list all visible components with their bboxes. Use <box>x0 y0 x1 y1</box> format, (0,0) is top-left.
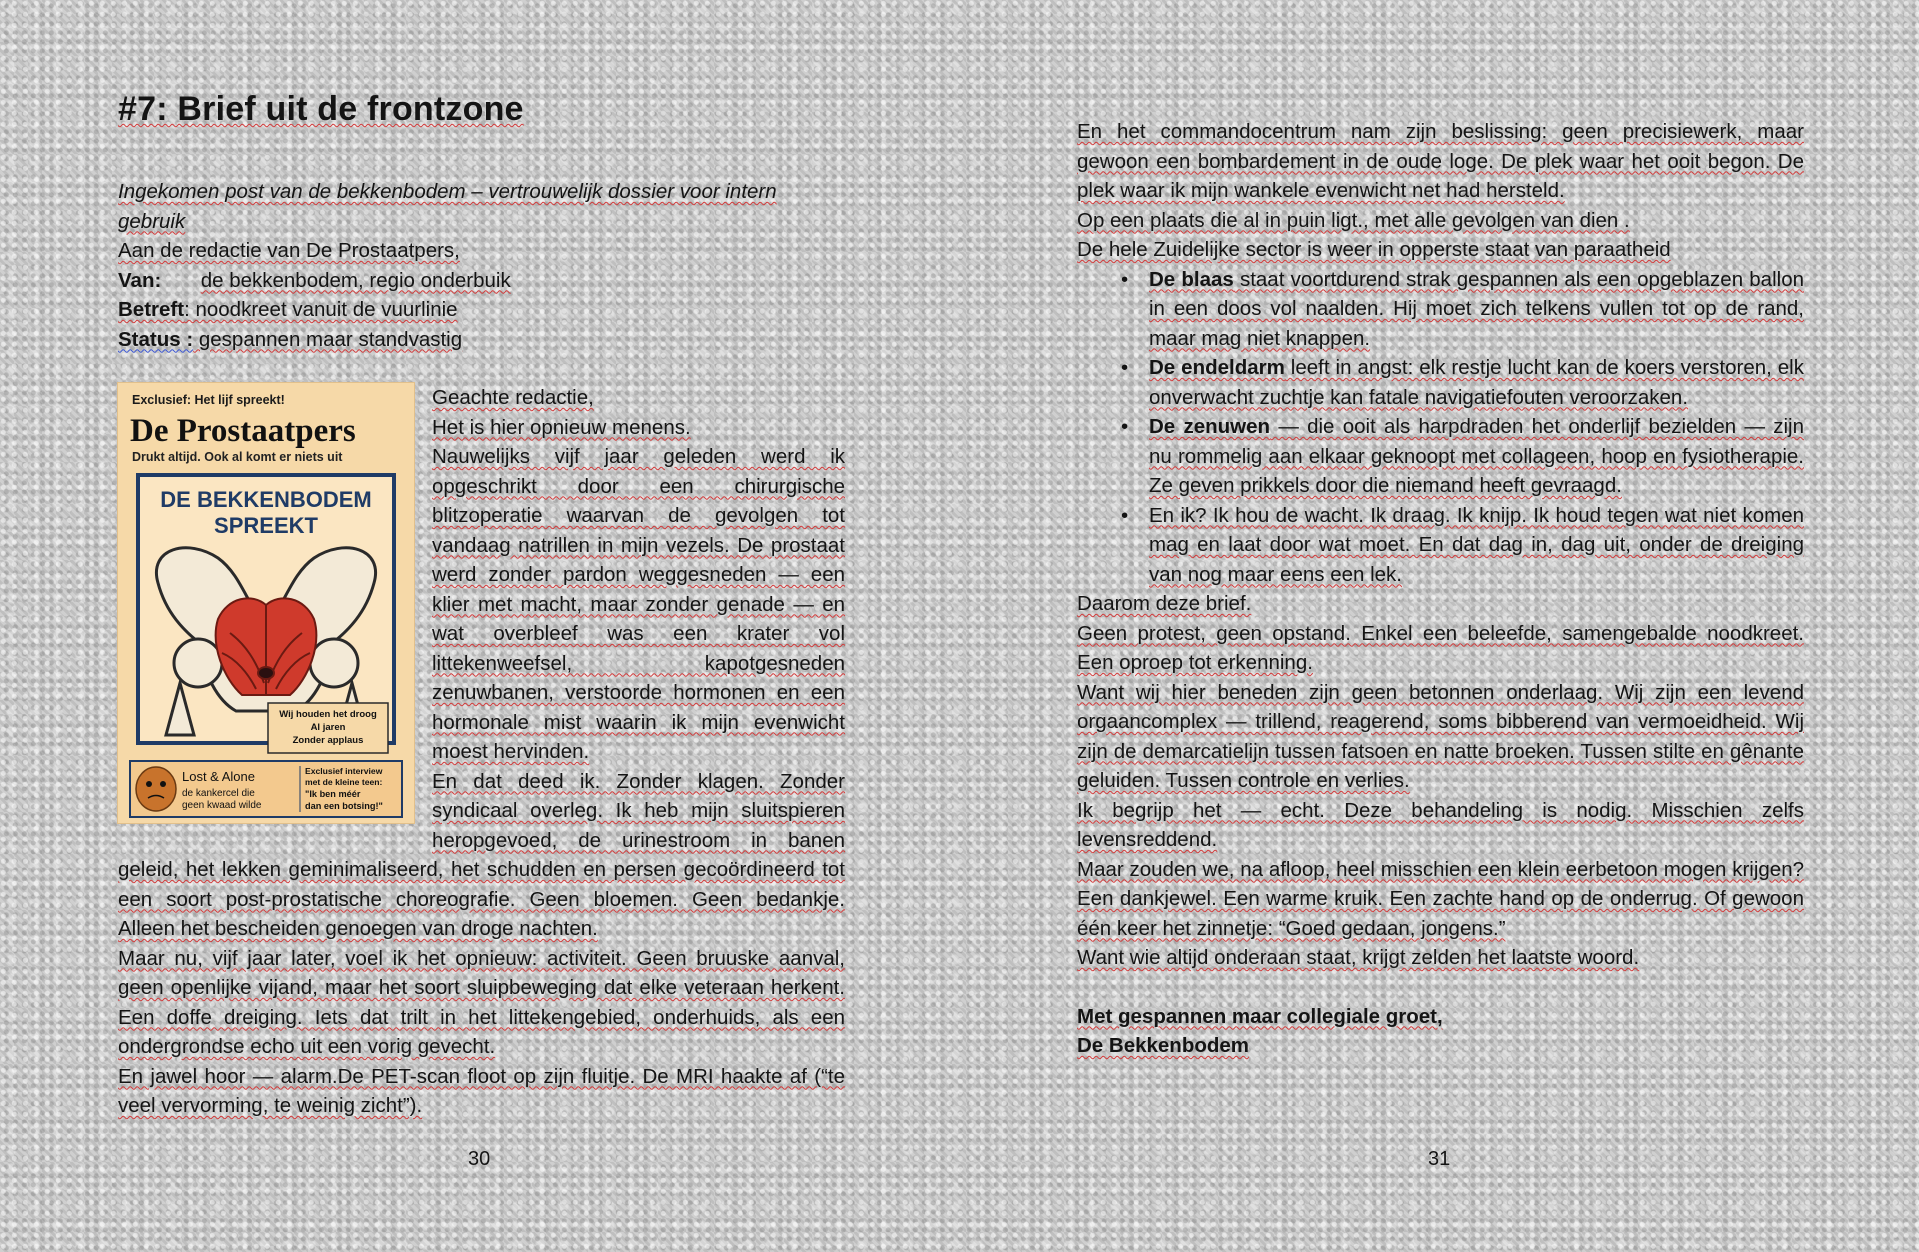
subject-line <box>118 295 848 325</box>
from-value: de bekkenbodem, regio onderbuik <box>200 268 511 292</box>
letter-continuation <box>1077 117 1804 1061</box>
magazine-cover-image <box>118 383 414 823</box>
letter-body <box>118 383 845 1121</box>
page-title: #7: Brief uit de frontzone <box>118 90 524 128</box>
footer-sub-1: de kankercel die <box>182 788 255 799</box>
footer-sub-2: geen kwaad wilde <box>182 800 262 811</box>
page-number: 30 <box>468 1148 491 1170</box>
muscle-icon <box>216 598 317 695</box>
addressee-line: Aan de redactie van De Prostaatpers, <box>118 239 460 262</box>
interview-1: Exclusief interview <box>305 766 383 776</box>
interview-4: dan een botsing!" <box>305 801 383 811</box>
cover-masthead: De Prostaatpers <box>130 413 356 449</box>
from-line <box>118 266 848 296</box>
paragraph: Want wie altijd onderaan staat, krijgt zelden het laatste woord. <box>1077 946 1640 969</box>
paragraph: Ik begrijp het — echt. Deze behandeling is nodig. Misschien zelfs levensreddend. <box>1077 798 1804 851</box>
letter-header <box>118 177 848 354</box>
paragraph: De hele Zuidelijke sector is weer in opperste staat van paraatheid <box>1077 238 1671 261</box>
page-number: 31 <box>1428 1148 1451 1170</box>
paragraph: Nauwelijks vijf jaar geleden werd ik opgeschrikt door een chirurgische blitzoperatie waarvan de gevolgen tot vandaag natrillen in mijn vezels. De prostaat werd zonder pardon weggesneden — een klier met macht, maar zonder genade — en wat overbleef was een krater vol littekenweefsel, kapotgesneden zenuwbanen, verstoorde hormonen en een hormonale mist waarin ik mijn evenwicht moest hervinden. <box>432 445 845 763</box>
interview-2: met de kleine teen: <box>305 777 383 787</box>
spacer <box>1077 973 1804 1002</box>
paragraph: Op een plaats die al in puin ligt., met alle gevolgen van dien . <box>1077 208 1630 232</box>
cover-kicker: Exclusief: Het lijf spreekt! <box>132 393 285 407</box>
cover-illustration <box>118 383 414 823</box>
paragraph: En het commandocentrum nam zijn beslissing: geen precisiewerk, maar gewoon een bombardement in de oude loge. De plek waar het ooit begon. De plek waar ik mijn wankele evenwicht net had hersteld. <box>1077 120 1804 202</box>
paragraph: Daarom deze brief. <box>1077 592 1252 615</box>
list-item: • En ik? Ik hou de wacht. Ik draag. Ik knijp. Ik houd tegen wat niet komen mag en laat door wat moet. En dat dag in, dag uit, onder de dreiging van nog maar eens een lek. <box>1149 501 1804 590</box>
paragraph: En jawel hoor — alarm.De PET-scan floot op zijn fluitje. De MRI haakte af (“te veel vervorming, te weinig zicht”). <box>118 1064 845 1117</box>
footer-title: Lost & Alone <box>182 769 255 784</box>
status-label: Status : <box>118 327 194 351</box>
badge-line-3: Zonder applaus <box>292 735 364 746</box>
cover-headline-2: SPREEKT <box>214 513 318 538</box>
status-value: gespannen maar standvastig <box>193 327 463 351</box>
interview-3: "Ik ben méér <box>305 789 361 799</box>
subtitle: Ingekomen post van de bekkenbodem – vertrouwelijk dossier voor intern gebruik <box>118 180 777 233</box>
status-line <box>118 325 848 355</box>
potato-mascot-icon <box>136 767 176 811</box>
subject-label: Betreft <box>118 298 185 321</box>
paragraph: Het is hier opnieuw menens. <box>432 415 691 439</box>
paragraph: Want wij hier beneden zijn geen betonnen onderlaag. Wij zijn een levend orgaancomplex — trillend, reagerend, soms bibberend van vermoeidheid. Wij zijn de demarcatielijn tussen fatsoen en natte broeken. Tussen stilte en gênante geluiden. Tussen controle en verlies. <box>1077 680 1804 792</box>
right-page <box>960 0 1919 1252</box>
subject-value: : noodkreet vanuit de vuurlinie <box>184 298 458 321</box>
badge-line-2: Al jaren <box>310 722 346 733</box>
closing-greeting: Met gespannen maar collegiale groet, <box>1077 1004 1443 1028</box>
paragraph: En dat deed ik. Zonder klagen. Zonder syndicaal overleg. Ik heb mijn sluitspieren heropgevoed, de urinestroom in banen geleid, het lekken geminimaliseerd, het schudden en persen gecoördineerd tot een soort post-prostatische choreografie. Geen bloemen. Geen bedankje. Alleen het bescheiden genoegen van droge nachten. <box>118 769 845 940</box>
badge-line-1: Wij houden het droog <box>279 709 377 720</box>
paragraph: Maar nu, vijf jaar later, voel ik het opnieuw: activiteit. Geen bruuske aanval, geen openlijke vijand, maar het soort sluipbeweging dat elke veteraan herkent. Een doffe dreiging. Iets dat trilt in het littekengebied, onderhuids, als een ondergrondse echo uit een vorig gevecht. <box>118 946 845 1058</box>
signature: De Bekkenbodem <box>1077 1034 1250 1057</box>
paragraph: Geachte redactie, <box>432 386 594 409</box>
cover-tagline: Drukt altijd. Ook al komt er niets uit <box>132 450 343 464</box>
from-label: Van: <box>118 268 162 292</box>
bullet-list <box>1077 265 1804 590</box>
paragraph: Maar zouden we, na afloop, heel misschien een klein eerbetoon mogen krijgen? Een dankjewel. Een warme kruik. Een zachte hand op de onderrug. Of gewoon één keer het zinnetje: “Goed gedaan, jongens.” <box>1077 857 1804 940</box>
paragraph: Geen protest, geen opstand. Enkel een beleefde, samengebalde noodkreet. Een oproep tot erkenning. <box>1077 621 1804 674</box>
list-item: • De blaas staat voortdurend strak gespannen als een opgeblazen ballon in een doos vol naalden. Hij moet zich telkens vullen tot op de rand, maar mag niet knappen. <box>1149 265 1804 354</box>
list-item: • De zenuwen — die ooit als harpdraden het onderlijf bezielden — zijn nu rommelig aan elkaar geknoopt met collageen, hoop en fysiotherapie. Ze geven prikkels door die niemand heeft gevraagd. <box>1149 412 1804 501</box>
cover-headline-1: DE BEKKENBODEM <box>160 487 372 512</box>
list-item: • De endeldarm leeft in angst: elk restje lucht kan de koers verstoren, elk onverwacht zuchtje kan fatale navigatiefouten veroorzaken. <box>1149 353 1804 412</box>
